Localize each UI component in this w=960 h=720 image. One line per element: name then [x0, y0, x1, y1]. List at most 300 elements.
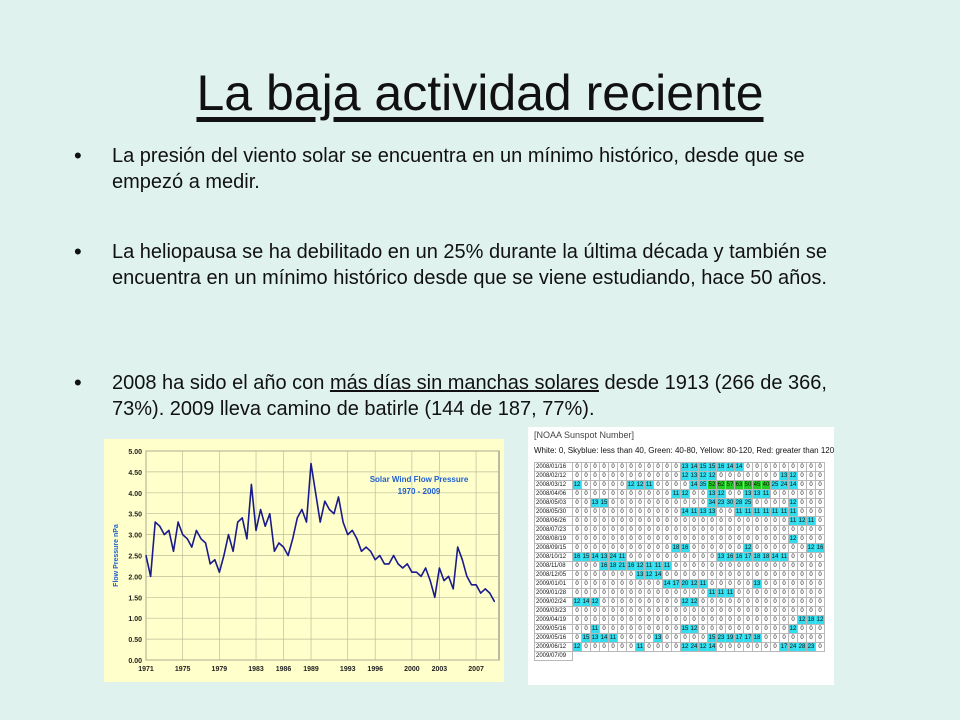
noaa-date-cell: 2009/01/01 — [535, 580, 573, 589]
noaa-value-cell: 0 — [780, 589, 789, 598]
noaa-value-cell: 0 — [762, 616, 771, 625]
noaa-value-cell: 0 — [681, 481, 690, 490]
noaa-value-cell: 11 — [789, 509, 797, 515]
noaa-value-cell: 0 — [609, 472, 618, 481]
noaa-value-cell: 0 — [726, 580, 735, 589]
data-point — [191, 547, 192, 548]
noaa-value-cell: 15 — [681, 626, 689, 632]
x-tick-label: 1993 — [339, 666, 356, 673]
slide-title: La baja actividad reciente — [196, 65, 764, 121]
noaa-date-cell: 2008/05/03 — [535, 499, 573, 508]
noaa-value-cell: 0 — [762, 517, 771, 526]
noaa-value-cell: 0 — [816, 472, 825, 481]
noaa-value-cell: 0 — [798, 463, 807, 472]
data-point — [255, 530, 256, 531]
noaa-value-cell: 0 — [618, 472, 627, 481]
noaa-value-cell: 0 — [816, 589, 825, 598]
noaa-value-cell: 11 — [735, 509, 743, 515]
y-tick-label: 0.00 — [128, 658, 142, 665]
data-point — [173, 551, 174, 552]
y-tick-label: 3.00 — [128, 532, 142, 540]
noaa-value-cell: 0 — [690, 616, 699, 625]
noaa-value-cell: 11 — [744, 509, 752, 515]
noaa-value-cell: 0 — [789, 616, 798, 625]
noaa-value-cell: 0 — [663, 517, 672, 526]
noaa-value-cell: 0 — [573, 544, 582, 553]
noaa-value-cell: 14 — [690, 482, 698, 488]
noaa-value-cell: 0 — [582, 625, 591, 634]
data-point — [352, 530, 353, 531]
noaa-date-cell: 2008/11/08 — [535, 562, 573, 571]
noaa-value-cell: 15 — [708, 464, 716, 470]
data-point — [233, 551, 234, 552]
noaa-value-cell: 0 — [816, 463, 825, 472]
noaa-value-cell: 0 — [591, 571, 600, 580]
noaa-value-cell: 17 — [672, 581, 680, 587]
noaa-value-cell: 0 — [744, 607, 753, 616]
data-point — [196, 530, 197, 531]
noaa-value-cell: 0 — [636, 490, 645, 499]
noaa-value-cell: 0 — [654, 580, 663, 589]
x-tick-label: 1989 — [303, 666, 319, 673]
bullet-heliopause — [112, 239, 852, 291]
noaa-value-cell: 0 — [663, 625, 672, 634]
noaa-value-cell: 0 — [690, 607, 699, 616]
noaa-date-cell: 2008/01/16 — [535, 463, 573, 472]
data-point — [411, 572, 412, 573]
noaa-value-cell: 0 — [582, 472, 591, 481]
noaa-value-cell: 0 — [753, 535, 762, 544]
noaa-value-cell: 13 — [744, 491, 752, 497]
noaa-value-cell: 0 — [663, 598, 672, 607]
noaa-value-cell: 0 — [807, 481, 816, 490]
noaa-value-cell: 0 — [672, 625, 681, 634]
noaa-value-cell: 0 — [582, 517, 591, 526]
noaa-value-cell: 0 — [816, 535, 825, 544]
x-tick-label: 2007 — [468, 666, 484, 673]
noaa-value-cell: 0 — [600, 598, 609, 607]
noaa-value-cell: 0 — [699, 526, 708, 535]
noaa-row — [535, 580, 825, 589]
noaa-value-cell: 0 — [771, 589, 780, 598]
noaa-value-cell: 0 — [600, 643, 609, 652]
noaa-value-cell: 0 — [627, 625, 636, 634]
noaa-date-cell: 2009/07/09 — [535, 652, 573, 661]
data-point — [278, 542, 279, 543]
noaa-value-cell: 0 — [618, 508, 627, 517]
noaa-value-cell: 0 — [726, 526, 735, 535]
noaa-value-cell: 0 — [591, 463, 600, 472]
noaa-value-cell: 19 — [726, 635, 734, 641]
noaa-value-cell: 24 — [789, 644, 797, 650]
noaa-value-cell: 0 — [672, 499, 681, 508]
noaa-value-cell: 11 — [762, 491, 770, 497]
noaa-value-cell: 0 — [798, 634, 807, 643]
data-point — [466, 576, 467, 577]
noaa-value-cell: 0 — [789, 634, 798, 643]
noaa-value-cell: 11 — [771, 509, 779, 515]
noaa-value-cell: 12 — [690, 581, 698, 587]
noaa-value-cell: 16 — [726, 554, 734, 560]
data-point — [214, 559, 215, 560]
noaa-value-cell: 28 — [735, 500, 743, 506]
noaa-value-cell: 0 — [663, 472, 672, 481]
noaa-value-cell: 0 — [771, 517, 780, 526]
noaa-value-cell: 0 — [780, 634, 789, 643]
data-point — [200, 538, 201, 539]
bullet-text-before: 2008 ha sido el año con — [112, 372, 330, 394]
noaa-value-cell: 17 — [744, 635, 752, 641]
noaa-value-cell: 0 — [591, 490, 600, 499]
noaa-value-cell: 0 — [753, 517, 762, 526]
noaa-row — [535, 616, 825, 625]
noaa-value-cell: 0 — [717, 571, 726, 580]
noaa-value-cell: 0 — [672, 562, 681, 571]
noaa-value-cell: 0 — [753, 589, 762, 598]
noaa-value-cell: 0 — [681, 499, 690, 508]
noaa-value-cell: 0 — [573, 616, 582, 625]
noaa-value-cell: 0 — [708, 571, 717, 580]
noaa-value-cell: 12 — [690, 599, 698, 605]
noaa-value-cell: 12 — [744, 545, 752, 551]
noaa-value-cell: 0 — [798, 526, 807, 535]
data-point — [219, 572, 220, 573]
bullet-sunspots — [112, 370, 852, 422]
noaa-value-cell: 23 — [717, 500, 725, 506]
noaa-value-cell: 15 — [699, 464, 707, 470]
noaa-value-cell: 18 — [609, 563, 617, 569]
data-point — [370, 551, 371, 552]
x-tick-label: 1986 — [275, 666, 292, 673]
noaa-value-cell: 0 — [816, 526, 825, 535]
noaa-value-cell: 0 — [636, 616, 645, 625]
noaa-value-cell: 0 — [663, 553, 672, 562]
noaa-value-cell: 0 — [618, 607, 627, 616]
noaa-value-cell: 0 — [654, 589, 663, 598]
noaa-value-cell: 0 — [762, 589, 771, 598]
data-point — [251, 484, 252, 485]
noaa-value-cell: 0 — [807, 553, 816, 562]
noaa-value-cell: 0 — [636, 535, 645, 544]
noaa-value-cell: 12 — [645, 572, 653, 578]
noaa-value-cell: 0 — [618, 616, 627, 625]
noaa-row — [535, 517, 825, 526]
noaa-value-cell: 0 — [762, 598, 771, 607]
noaa-row — [535, 643, 825, 652]
noaa-value-cell: 12 — [681, 599, 689, 605]
noaa-value-cell: 0 — [780, 535, 789, 544]
noaa-value-cell: 0 — [699, 607, 708, 616]
noaa-value-cell: 13 — [681, 464, 689, 470]
noaa-value-cell: 0 — [627, 634, 636, 643]
noaa-sunspot-table-panel — [528, 427, 834, 685]
data-point — [453, 588, 454, 589]
noaa-value-cell: 0 — [591, 616, 600, 625]
noaa-value-cell: 0 — [762, 526, 771, 535]
noaa-value-cell: 0 — [663, 589, 672, 598]
noaa-value-cell: 11 — [663, 563, 671, 569]
noaa-value-cell: 0 — [627, 490, 636, 499]
noaa-value-cell: 0 — [780, 499, 789, 508]
noaa-value-cell: 0 — [636, 526, 645, 535]
noaa-value-cell: 0 — [816, 508, 825, 517]
noaa-value-cell: 0 — [771, 463, 780, 472]
noaa-value-cell: 13 — [600, 554, 608, 560]
noaa-value-cell: 14 — [654, 572, 662, 578]
noaa-value-cell: 0 — [735, 544, 744, 553]
noaa-value-cell: 0 — [600, 616, 609, 625]
noaa-value-cell: 0 — [690, 553, 699, 562]
noaa-value-cell: 0 — [627, 553, 636, 562]
noaa-value-cell: 0 — [816, 562, 825, 571]
noaa-value-cell: 0 — [609, 625, 618, 634]
noaa-value-cell: 0 — [645, 544, 654, 553]
noaa-value-cell: 12 — [573, 644, 581, 650]
noaa-value-cell: 0 — [591, 589, 600, 598]
noaa-value-cell: 0 — [681, 553, 690, 562]
noaa-value-cell: 14 — [690, 464, 698, 470]
y-tick-label: 2.00 — [128, 574, 142, 582]
data-point — [462, 559, 463, 560]
noaa-value-cell: 0 — [726, 544, 735, 553]
noaa-value-cell: 0 — [744, 535, 753, 544]
noaa-value-cell: 0 — [798, 544, 807, 553]
data-point — [457, 547, 458, 548]
noaa-value-cell: 0 — [798, 553, 807, 562]
noaa-date-cell: 2009/03/23 — [535, 607, 573, 616]
noaa-value-cell: 0 — [645, 535, 654, 544]
noaa-value-cell: 0 — [699, 598, 708, 607]
noaa-value-cell: 0 — [798, 472, 807, 481]
noaa-value-cell: 0 — [573, 517, 582, 526]
noaa-value-cell: 0 — [699, 616, 708, 625]
data-point — [274, 551, 275, 552]
noaa-value-cell: 0 — [807, 625, 816, 634]
noaa-value-cell: 0 — [717, 508, 726, 517]
noaa-value-cell: 0 — [663, 607, 672, 616]
noaa-value-cell: 0 — [771, 634, 780, 643]
noaa-value-cell: 11 — [618, 554, 626, 560]
noaa-value-cell: 0 — [618, 490, 627, 499]
noaa-value-cell: 0 — [609, 544, 618, 553]
noaa-value-cell: 0 — [636, 598, 645, 607]
noaa-value-cell: 0 — [591, 544, 600, 553]
data-point — [246, 538, 247, 539]
noaa-value-cell: 0 — [636, 463, 645, 472]
noaa-value-cell: 0 — [816, 553, 825, 562]
data-point — [288, 555, 289, 556]
noaa-value-cell: 0 — [771, 535, 780, 544]
noaa-value-cell: 12 — [690, 626, 698, 632]
noaa-value-cell: 11 — [717, 590, 725, 596]
noaa-value-cell: 0 — [735, 517, 744, 526]
noaa-value-cell: 0 — [582, 616, 591, 625]
noaa-value-cell: 0 — [780, 544, 789, 553]
noaa-value-cell: 0 — [627, 535, 636, 544]
noaa-value-cell: 0 — [609, 598, 618, 607]
noaa-value-cell: 14 — [789, 482, 797, 488]
noaa-value-cell: 12 — [798, 518, 806, 524]
noaa-value-cell: 11 — [699, 581, 707, 587]
noaa-value-cell: 0 — [627, 544, 636, 553]
noaa-value-cell: 0 — [726, 535, 735, 544]
noaa-value-cell: 0 — [600, 571, 609, 580]
noaa-value-cell: 0 — [708, 616, 717, 625]
noaa-value-cell: 0 — [798, 562, 807, 571]
noaa-value-cell: 0 — [789, 526, 798, 535]
noaa-value-cell: 0 — [582, 463, 591, 472]
noaa-value-cell: 0 — [699, 562, 708, 571]
noaa-value-cell: 0 — [816, 634, 825, 643]
noaa-value-cell: 0 — [627, 463, 636, 472]
data-point — [361, 551, 362, 552]
noaa-value-cell: 14 — [771, 554, 779, 560]
x-tick-label: 1983 — [248, 666, 264, 673]
noaa-row — [535, 634, 825, 643]
noaa-value-cell: 13 — [708, 509, 716, 515]
noaa-row — [535, 463, 825, 472]
noaa-value-cell: 16 — [573, 554, 581, 560]
noaa-value-cell: 0 — [771, 499, 780, 508]
noaa-value-cell: 0 — [726, 562, 735, 571]
noaa-value-cell: 0 — [744, 580, 753, 589]
noaa-value-cell: 0 — [627, 517, 636, 526]
noaa-value-cell: 0 — [645, 580, 654, 589]
noaa-value-cell: 0 — [717, 544, 726, 553]
noaa-value-cell: 0 — [771, 607, 780, 616]
y-tick-label: 2.50 — [128, 553, 142, 561]
noaa-value-cell: 0 — [591, 643, 600, 652]
noaa-value-cell: 11 — [780, 509, 788, 515]
noaa-date-cell: 2008/03/12 — [535, 481, 573, 490]
noaa-value-cell: 0 — [636, 580, 645, 589]
noaa-row — [535, 544, 825, 553]
noaa-value-cell: 0 — [573, 625, 582, 634]
noaa-value-cell: 12 — [681, 473, 689, 479]
noaa-value-cell: 17 — [744, 554, 752, 560]
noaa-value-cell: 0 — [726, 517, 735, 526]
noaa-date-cell: 2009/06/12 — [535, 643, 573, 652]
noaa-value-cell: 12 — [717, 491, 725, 497]
noaa-value-cell: 0 — [591, 472, 600, 481]
noaa-value-cell: 0 — [663, 544, 672, 553]
noaa-value-cell: 13 — [654, 635, 662, 641]
noaa-value-cell: 0 — [654, 643, 663, 652]
noaa-value-cell: 0 — [762, 562, 771, 571]
noaa-value-cell: 14 — [708, 644, 716, 650]
noaa-value-cell: 0 — [735, 526, 744, 535]
data-point — [329, 509, 330, 510]
data-point — [210, 563, 211, 564]
y-tick-label: 1.00 — [128, 616, 142, 624]
noaa-value-cell: 13 — [753, 491, 761, 497]
noaa-date-cell: 2009/01/28 — [535, 589, 573, 598]
noaa-value-cell: 0 — [681, 616, 690, 625]
noaa-value-cell: 0 — [798, 607, 807, 616]
noaa-value-cell: 0 — [735, 490, 744, 499]
data-point — [489, 593, 490, 594]
noaa-value-cell: 0 — [717, 598, 726, 607]
noaa-value-cell: 0 — [654, 490, 663, 499]
noaa-value-cell: 0 — [627, 571, 636, 580]
noaa-value-cell: 0 — [762, 580, 771, 589]
noaa-value-cell: 0 — [798, 580, 807, 589]
noaa-value-cell: 0 — [771, 616, 780, 625]
noaa-value-cell: 0 — [744, 598, 753, 607]
noaa-value-cell: 0 — [708, 580, 717, 589]
noaa-value-cell: 0 — [663, 526, 672, 535]
noaa-value-cell: 0 — [744, 571, 753, 580]
x-tick-label: 1979 — [211, 666, 228, 673]
y-tick-label: 3.50 — [128, 511, 142, 519]
noaa-row — [535, 490, 825, 499]
chart-canvas — [104, 439, 504, 682]
noaa-value-cell: 0 — [762, 625, 771, 634]
noaa-value-cell: 0 — [789, 562, 798, 571]
noaa-value-cell: 11 — [636, 644, 644, 650]
noaa-value-cell: 0 — [753, 643, 762, 652]
noaa-value-cell: 0 — [573, 508, 582, 517]
noaa-value-cell: 0 — [609, 643, 618, 652]
noaa-value-cell: 11 — [780, 554, 788, 560]
noaa-value-cell: 11 — [654, 563, 662, 569]
noaa-value-cell: 0 — [663, 508, 672, 517]
noaa-value-cell: 0 — [735, 607, 744, 616]
noaa-value-cell: 0 — [798, 535, 807, 544]
noaa-value-cell: 0 — [609, 589, 618, 598]
noaa-value-cell: 0 — [591, 607, 600, 616]
noaa-value-cell: 0 — [609, 526, 618, 535]
data-point — [475, 584, 476, 585]
noaa-value-cell: 0 — [753, 562, 762, 571]
noaa-value-cell: 0 — [672, 526, 681, 535]
data-point — [393, 555, 394, 556]
noaa-value-cell: 0 — [789, 571, 798, 580]
noaa-value-cell: 16 — [717, 464, 725, 470]
noaa-value-cell: 0 — [771, 544, 780, 553]
noaa-value-cell: 0 — [726, 607, 735, 616]
noaa-value-cell: 0 — [636, 544, 645, 553]
noaa-value-cell: 11 — [789, 518, 797, 524]
noaa-value-cell: 0 — [726, 508, 735, 517]
noaa-value-cell: 12 — [636, 482, 644, 488]
noaa-value-cell: 0 — [591, 580, 600, 589]
noaa-value-cell: 0 — [600, 589, 609, 598]
noaa-value-cell: 0 — [798, 490, 807, 499]
noaa-value-cell: 17 — [735, 635, 743, 641]
data-point — [145, 555, 146, 556]
noaa-value-cell: 0 — [618, 589, 627, 598]
noaa-value-cell: 0 — [699, 553, 708, 562]
noaa-value-cell: 12 — [789, 536, 797, 542]
noaa-value-cell: 12 — [681, 491, 689, 497]
noaa-value-cell: 0 — [762, 634, 771, 643]
data-point — [485, 588, 486, 589]
noaa-value-cell: 0 — [591, 526, 600, 535]
noaa-value-cell: 0 — [636, 625, 645, 634]
noaa-value-cell: 0 — [645, 499, 654, 508]
solar-wind-chart — [104, 439, 504, 682]
noaa-value-cell: 0 — [654, 607, 663, 616]
data-point — [388, 563, 389, 564]
noaa-value-cell: 0 — [744, 517, 753, 526]
noaa-value-cell: 0 — [600, 490, 609, 499]
x-tick-label: 1975 — [174, 666, 191, 673]
sunspot-days-link[interactable]: más días sin manchas solares — [329, 372, 599, 394]
noaa-value-cell: 0 — [672, 517, 681, 526]
noaa-value-cell: 0 — [591, 508, 600, 517]
noaa-value-cell: 0 — [645, 607, 654, 616]
